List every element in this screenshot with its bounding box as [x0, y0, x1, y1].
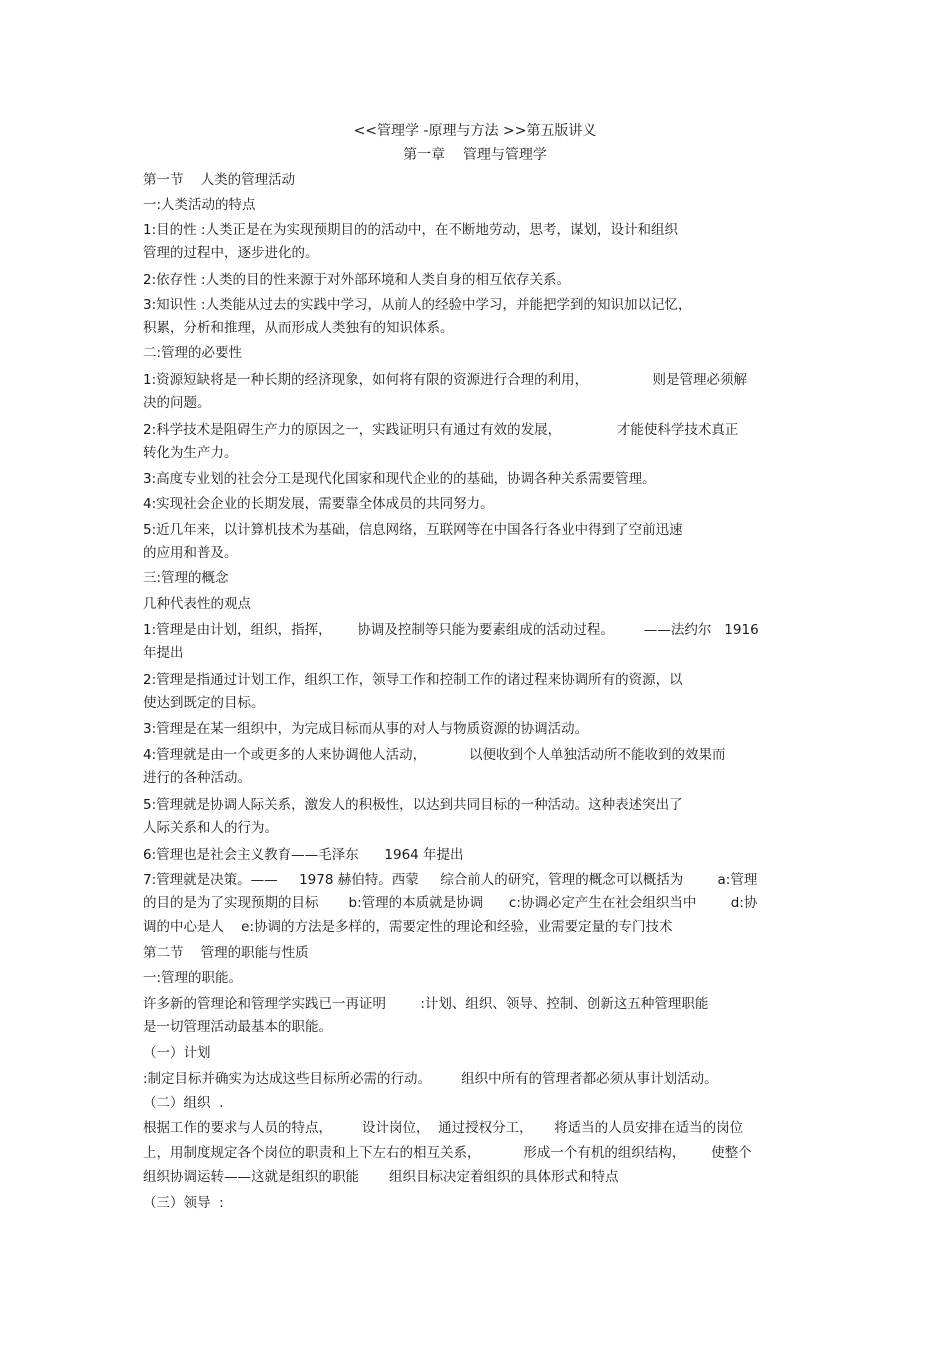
text-line: :制定目标并确实为达成这些目标所必需的行动。 组织中所有的管理者都必须从事计划活动。: [143, 1071, 718, 1087]
text-line: 根据工作的要求与人员的特点， 设计岗位， 通过授权分工， 将适当的人员安排在适当的岗位: [143, 1120, 744, 1136]
text-line: 组织协调运转——这就是组织的职能 组织目标决定着组织的具体形式和特点: [143, 1169, 619, 1185]
text-line: 年提出: [143, 645, 184, 661]
subsection-heading: 一:管理的职能。: [143, 970, 243, 986]
text-line: 上，用制度规定各个岗位的职责和上下左右的相互关系， 形成一个有机的组织结构， 使整个: [143, 1145, 752, 1161]
text-line: 管理的过程中，逐步进化的。: [143, 245, 319, 261]
text-line: 3:管理是在某一组织中，为完成目标而从事的对人与物质资源的协调活动。: [143, 721, 589, 737]
text-line: 2:依存性 :人类的目的性来源于对外部环境和人类自身的相互依存关系。: [143, 272, 570, 288]
section-heading: 第二节 管理的职能与性质: [143, 945, 309, 961]
subsection-heading: 二:管理的必要性: [143, 345, 243, 361]
text-line: 5:管理就是协调人际关系，激发人的积极性，以达到共同目标的一种活动。这种表述突出了: [143, 797, 683, 813]
text-line: 人际关系和人的行为。: [143, 820, 278, 836]
text-line: 1:目的性 :人类正是在为实现预期目的的活动中，在不断地劳动，思考，谋划，设计和组织: [143, 222, 678, 238]
subsection-heading: （三）领导 :: [143, 1195, 224, 1211]
text-line: 1:资源短缺将是一种长期的经济现象，如何将有限的资源进行合理的利用， 则是管理必须解: [143, 372, 748, 388]
subsection-heading: （一）计划: [143, 1045, 211, 1061]
text-line: 4:实现社会企业的长期发展，需要靠全体成员的共同努力。: [143, 496, 494, 512]
section-heading: 第一节 人类的管理活动: [143, 172, 296, 188]
text-line: 3:知识性 :人类能从过去的实践中学习，从前人的经验中学习，并能把学到的知识加以记忆，: [143, 297, 692, 313]
text-line: 6:管理也是社会主义教育——毛泽东 1964 年提出: [143, 847, 464, 863]
text-line: 5:近几年来，以计算机技术为基础，信息网络，互联网等在中国各行各业中得到了空前迅速: [143, 522, 683, 538]
text-line: 使达到既定的目标。: [143, 695, 265, 711]
text-line: 几种代表性的观点: [143, 596, 251, 612]
text-line: 4:管理就是由一个或更多的人来协调他人活动， 以便收到个人单独活动所不能收到的效果而: [143, 747, 726, 763]
chapter-heading: 第一章 管理与管理学: [403, 147, 547, 163]
text-line: 3:高度专业划的社会分工是现代化国家和现代企业的的基础，协调各种关系需要管理。: [143, 471, 656, 487]
text-line: 1:管理是由计划，组织，指挥， 协调及控制等只能为要素组成的活动过程。 ——法约尔 1916: [143, 622, 759, 638]
subsection-heading: 一:人类活动的特点: [143, 197, 256, 213]
text-line: 的应用和普及。: [143, 545, 238, 561]
text-line: 决的问题。: [143, 395, 211, 411]
text-line: 进行的各种活动。: [143, 770, 251, 786]
text-line: 积累，分析和推理，从而形成人类独有的知识体系。: [143, 320, 454, 336]
text-line: 许多新的管理论和管理学实践已一再证明 :计划、组织、领导、控制、创新这五种管理职能: [143, 996, 709, 1012]
text-line: 是一切管理活动最基本的职能。: [143, 1019, 332, 1035]
text-line: 2:科学技术是阻碍生产力的原因之一，实践证明只有通过有效的发展， 才能使科学技术真正: [143, 422, 739, 438]
subsection-heading: 三:管理的概念: [143, 570, 229, 586]
text-line: 7:管理就是决策。—— 1978 赫伯特。西蒙 综合前人的研究，管理的概念可以概括为 a:管理: [143, 872, 758, 888]
text-line: 的目的是为了实现预期的目标 b:管理的本质就是协调 c:协调必定产生在社会组织当中 d:协: [143, 895, 758, 911]
text-line: 调的中心是人 e:协调的方法是多样的，需要定性的理论和经验，业需要定量的专门技术: [143, 919, 673, 935]
document-title: <<管理学 -原理与方法 >>第五版讲义: [353, 123, 597, 139]
text-line: 转化为生产力。: [143, 445, 238, 461]
text-line: 2:管理是指通过计划工作，组织工作，领导工作和控制工作的诸过程来协调所有的资源，以: [143, 672, 683, 688]
subsection-heading: （二）组织 .: [143, 1095, 224, 1111]
